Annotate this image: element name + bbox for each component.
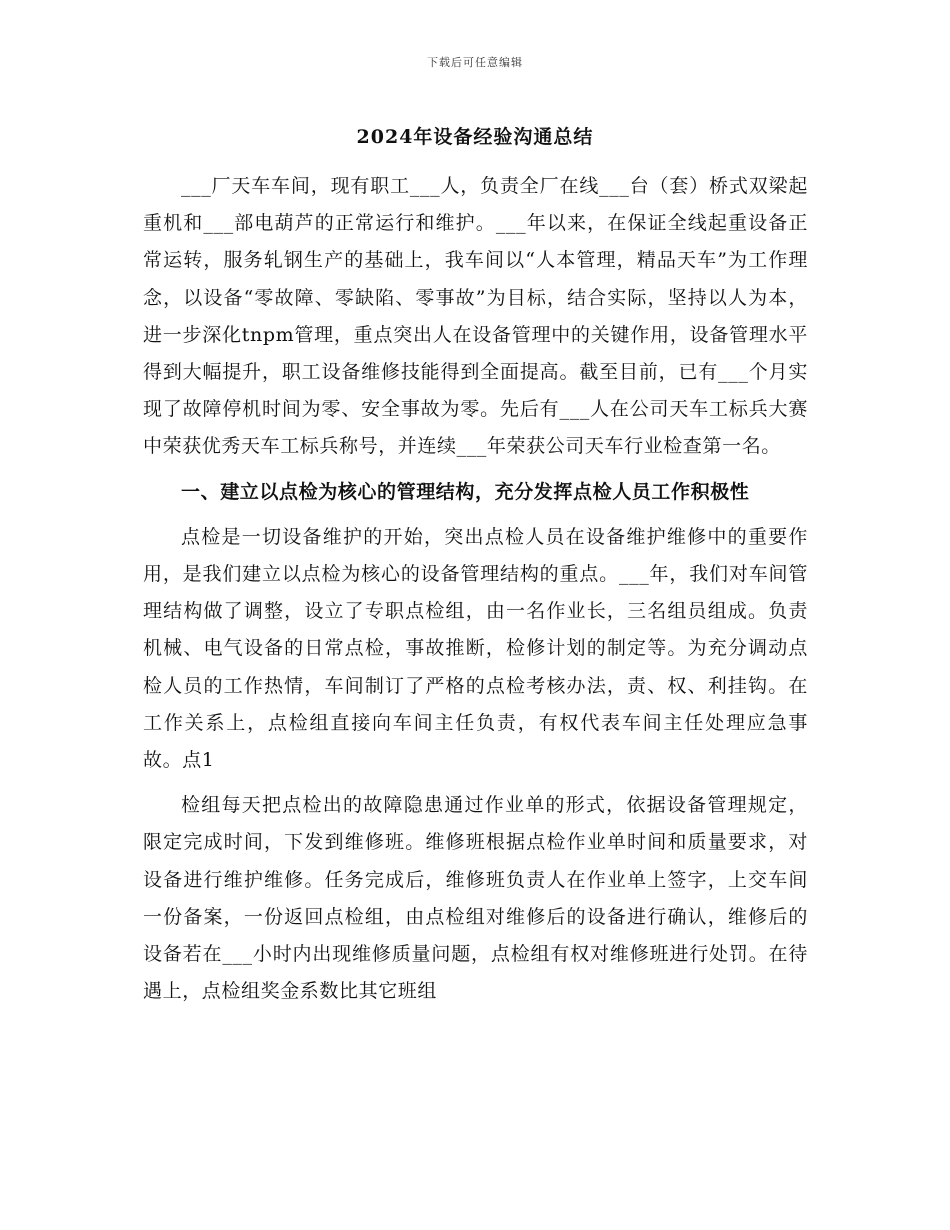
paragraph-intro: ___厂天车车间，现有职工___人，负责全厂在线___台（套）桥式双梁起重机和___部电葫芦的正常运行和维护。___年以来，在保证全线起重设备正常运转，服务轧钢生产的基础上，我车间以“人本管理，精品天车”为工作理念，以设备“零故障、零缺陷、零事故”为目标，结合实际，坚持以人为本，进一步深化tnpm管理，重点突出人在设备管理中的关键作用，设备管理水平得到大幅提升，职工设备维修技能得到全面提高。截至目前，已有___个月实现了故障停机时间为零、安全事故为零。先后有___人在公司天车工标兵大赛中荣获优秀天车工标兵称号，并连续___年荣获公司天车行业检查第一名。 xyxy=(143,175,808,458)
paragraph-workflow: 检组每天把点检出的故障隐患通过作业单的形式，依据设备管理规定，限定完成时间，下发到维修班。维修班根据点检作业单时间和质量要求，对设备进行维护维修。任务完成后，维修班负责人在作业单上签字，上交车间一份备案，一份返回点检组，由点检组对维修后的设备进行确认，维修后的设备若在___小时内出现维修质量问题，点检组有权对维修班进行处罚。在待遇上，点检组奖金系数比其它班组 xyxy=(143,794,808,1003)
document-body xyxy=(143,168,808,1018)
header-note: 下载后可任意编辑 xyxy=(427,56,523,69)
document-title: 2024年设备经验沟通总结 xyxy=(356,126,594,148)
section-heading: 一、建立以点检为核心的管理结构，充分发挥点检人员工作积极性 xyxy=(181,480,750,503)
paragraph-inspection: 点检是一切设备维护的开始，突出点检人员在设备维护维修中的重要作用，是我们建立以点检为核心的设备管理结构的重点。___年，我们对车间管理结构做了调整，设立了专职点检组，由一名作业长，三名组员组成。负责机械、电气设备的日常点检，事故推断，检修计划的制定等。为充分调动点检人员的工作热情，车间制订了严格的点检考核办法，责、权、利挂钩。在工作关系上，点检组直接向车间主任负责，有权代表车间主任处理应急事故。点1 xyxy=(143,525,808,772)
